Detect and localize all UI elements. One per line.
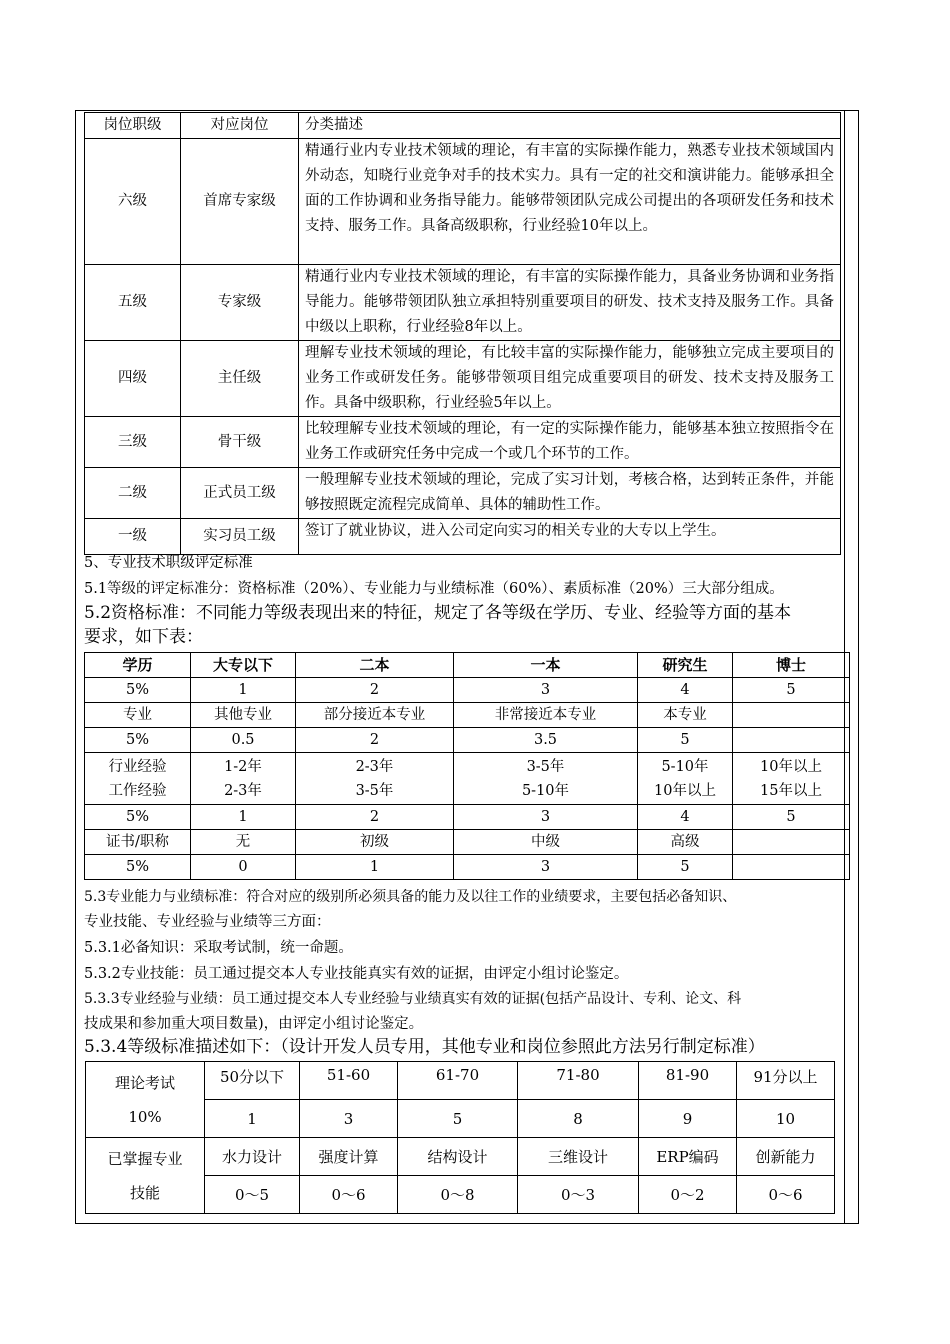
header-cell: 对应岗位 [181, 113, 299, 139]
theory-weight: 10% [128, 1107, 162, 1126]
table-cell: 5% [85, 728, 191, 753]
table-cell: 9 [639, 1100, 737, 1138]
cell-line: 5-10年 [521, 782, 570, 799]
table-cell: 2 [296, 805, 454, 830]
level-cell: 三级 [85, 417, 181, 468]
skill-label-cell [86, 1138, 205, 1214]
table-cell [733, 855, 850, 880]
table-cell [733, 703, 850, 728]
table-row [85, 805, 850, 830]
cell-line: 行业经验 [108, 758, 167, 775]
header-cell: 学历 [85, 653, 191, 678]
table-row [85, 341, 841, 417]
table-cell: 非常接近本专业 [454, 703, 638, 728]
table-cell: 0 [191, 855, 296, 880]
theory-label: 理论考试 [114, 1073, 175, 1092]
table-cell: 0～5 [205, 1176, 300, 1214]
table-cell: 5 [733, 678, 850, 703]
table-row [85, 703, 850, 728]
section-5-title: 5、专业技术职级评定标准 [84, 555, 253, 571]
table-row [85, 265, 841, 341]
table-cell: 5% [85, 805, 191, 830]
table-cell [733, 753, 850, 805]
table-cell: 3 [454, 855, 638, 880]
table-row [85, 468, 841, 519]
table-cell [638, 753, 733, 805]
header-cell: 岗位职级 [85, 113, 181, 139]
table-row [85, 678, 850, 703]
cell-line: 10年以上 [760, 758, 822, 775]
table-cell: 8 [518, 1100, 639, 1138]
table-cell: 5% [85, 678, 191, 703]
theory-label-cell [86, 1062, 205, 1138]
cell-line: 15年以上 [760, 782, 822, 799]
cell-line: 5-10年 [661, 758, 709, 775]
header-cell: 博士 [733, 653, 850, 678]
desc-cell: 比较理解专业技术领域的理论，有一定的实际操作能力，能够基本独立按照指令在业务工作或研究任务中完成一个或几个环节的工作。 [299, 417, 841, 468]
post-cell: 专家级 [181, 265, 299, 341]
table-cell: 3 [454, 678, 638, 703]
level-cell: 一级 [85, 519, 181, 555]
table-cell: 强度计算 [300, 1138, 398, 1176]
paragraph-5-1: 5.1等级的评定标准分：资格标准（20%）、专业能力与业绩标准（60%）、素质标准（20%）三大部分组成。 [84, 581, 784, 597]
paragraph-5-3-3-line1: 5.3.3专业经验与业绩：员工通过提交本人专业经验与业绩真实有效的证据(包括产品设计、专利、论文、科 [84, 991, 742, 1007]
paragraph-5-3-4: 5.3.4等级标准描述如下：（设计开发人员专用，其他专业和岗位参照此方法另行制定标准） [84, 1037, 765, 1057]
table-cell: 2 [296, 728, 454, 753]
table-cell: 2 [296, 678, 454, 703]
table-row [85, 855, 850, 880]
table-cell: 三维设计 [518, 1138, 639, 1176]
cell-line: 3-5年 [355, 782, 394, 799]
table-cell: 5 [638, 855, 733, 880]
table-row [85, 139, 841, 265]
table-row [85, 830, 850, 855]
table-cell: 0～3 [518, 1176, 639, 1214]
paragraph-5-3-2: 5.3.2专业技能：员工通过提交本人专业技能真实有效的证据，由评定小组讨论鉴定。 [84, 966, 629, 982]
paragraph-5-3-line2: 专业技能、专业经验与业绩等三方面： [84, 914, 331, 930]
table-cell: 高级 [638, 830, 733, 855]
table-cell: 4 [638, 805, 733, 830]
paragraph-5-3-line1: 5.3专业能力与业绩标准：符合对应的级别所必须具备的能力及以往工作的业绩要求，主要包括必备知识、 [84, 889, 737, 905]
table-cell: 1 [191, 805, 296, 830]
table-cell: 无 [191, 830, 296, 855]
table-cell: 3 [454, 805, 638, 830]
grade-table-header [85, 113, 841, 139]
table-cell [191, 753, 296, 805]
table-cell: 5 [733, 805, 850, 830]
table-cell: 10 [737, 1100, 835, 1138]
paragraph-5-3-1: 5.3.1必备知识：采取考试制，统一命题。 [84, 940, 353, 956]
table-cell: 5 [398, 1100, 518, 1138]
header-cell: 一本 [454, 653, 638, 678]
table-cell: 61-70 [398, 1062, 518, 1100]
post-cell: 骨干级 [181, 417, 299, 468]
skill-label-line1: 已掌握专业 [107, 1149, 183, 1168]
table-cell: 本专业 [638, 703, 733, 728]
qualification-header-row [85, 653, 850, 678]
table-cell: 中级 [454, 830, 638, 855]
table-cell [85, 753, 191, 805]
level-cell: 六级 [85, 139, 181, 265]
table-cell: 1 [296, 855, 454, 880]
desc-cell: 精通行业内专业技术领域的理论，有丰富的实际操作能力，熟悉专业技术领域国内外动态，知晓行业竞争对手的技术实力。具有一定的社交和演讲能力。能够承担全面的工作协调和业务指导能力。能够带领团队完成公司提出的各项研发任务和技术支持、服务工作。具备高级职称，行业经验10年以上。 [299, 139, 841, 265]
cell-line: 1-2年 [224, 758, 262, 775]
table-cell: 0～8 [398, 1176, 518, 1214]
post-cell: 主任级 [181, 341, 299, 417]
desc-cell: 精通行业内专业技术领域的理论，有丰富的实际操作能力，具备业务协调和业务指导能力。能够带领团队独立承担特别重要项目的研发、技术支持及服务工作。具备中级以上职称，行业经验8年以上。 [299, 265, 841, 341]
paragraph-5-2-line1: 5.2资格标准：不同能力等级表现出来的特征，规定了各等级在学历、专业、经验等方面的基本 [84, 603, 792, 623]
post-cell: 首席专家级 [181, 139, 299, 265]
table-cell [296, 753, 454, 805]
cell-line: 2-3年 [355, 758, 394, 775]
table-row [85, 417, 841, 468]
table-cell: 0～6 [737, 1176, 835, 1214]
table-cell: 71-80 [518, 1062, 639, 1100]
header-cell: 大专以下 [191, 653, 296, 678]
grade-table [84, 112, 841, 555]
table-row [85, 753, 850, 805]
level-cell: 四级 [85, 341, 181, 417]
paragraph-5-2-line2: 要求，如下表： [84, 627, 203, 647]
header-cell: 研究生 [638, 653, 733, 678]
table-cell: 证书/职称 [85, 830, 191, 855]
table-cell: 5 [638, 728, 733, 753]
table-cell [454, 753, 638, 805]
table-row [85, 728, 850, 753]
cell-line: 工作经验 [108, 782, 167, 799]
header-cell: 分类描述 [299, 113, 841, 139]
table-cell: 水力设计 [205, 1138, 300, 1176]
table-cell: 其他专业 [191, 703, 296, 728]
table-cell: 部分接近本专业 [296, 703, 454, 728]
paragraph-5-3-3-line2: 技成果和参加重大项目数量)，由评定小组讨论鉴定。 [84, 1016, 424, 1032]
table-cell: 1 [205, 1100, 300, 1138]
table-cell: 创新能力 [737, 1138, 835, 1176]
table-cell: 51-60 [300, 1062, 398, 1100]
post-cell: 实习员工级 [181, 519, 299, 555]
table-row [86, 1062, 835, 1100]
table-cell: ERP编码 [639, 1138, 737, 1176]
table-cell: 专业 [85, 703, 191, 728]
level-cell: 二级 [85, 468, 181, 519]
table-cell [733, 830, 850, 855]
post-cell: 正式员工级 [181, 468, 299, 519]
table-cell: 81-90 [639, 1062, 737, 1100]
table-row [85, 519, 841, 555]
score-table [85, 1061, 835, 1214]
table-cell [733, 728, 850, 753]
header-cell: 二本 [296, 653, 454, 678]
table-cell: 50分以下 [205, 1062, 300, 1100]
skill-label-line2: 技能 [129, 1183, 160, 1202]
desc-cell: 签订了就业协议，进入公司定向实习的相关专业的大专以上学生。 [299, 519, 841, 555]
qualification-table [84, 652, 850, 880]
table-cell: 3.5 [454, 728, 638, 753]
table-cell: 3 [300, 1100, 398, 1138]
cell-line: 10年以上 [654, 782, 716, 799]
table-cell: 4 [638, 678, 733, 703]
cell-line: 2-3年 [224, 782, 262, 799]
level-cell: 五级 [85, 265, 181, 341]
table-cell: 0.5 [191, 728, 296, 753]
cell-line: 3-5年 [526, 758, 565, 775]
table-cell: 0～2 [639, 1176, 737, 1214]
table-cell: 结构设计 [398, 1138, 518, 1176]
table-cell: 1 [191, 678, 296, 703]
table-row [86, 1138, 835, 1176]
table-cell: 5% [85, 855, 191, 880]
desc-cell: 理解专业技术领域的理论，有比较丰富的实际操作能力，能够独立完成主要项目的业务工作或研发任务。能够带领项目组完成重要项目的研发、技术支持及服务工作。具备中级职称，行业经验5年以上。 [299, 341, 841, 417]
table-cell: 91分以上 [737, 1062, 835, 1100]
table-cell: 0～6 [300, 1176, 398, 1214]
table-cell: 初级 [296, 830, 454, 855]
desc-cell: 一般理解专业技术领域的理论，完成了实习计划，考核合格，达到转正条件，并能够按照既定流程完成简单、具体的辅助性工作。 [299, 468, 841, 519]
